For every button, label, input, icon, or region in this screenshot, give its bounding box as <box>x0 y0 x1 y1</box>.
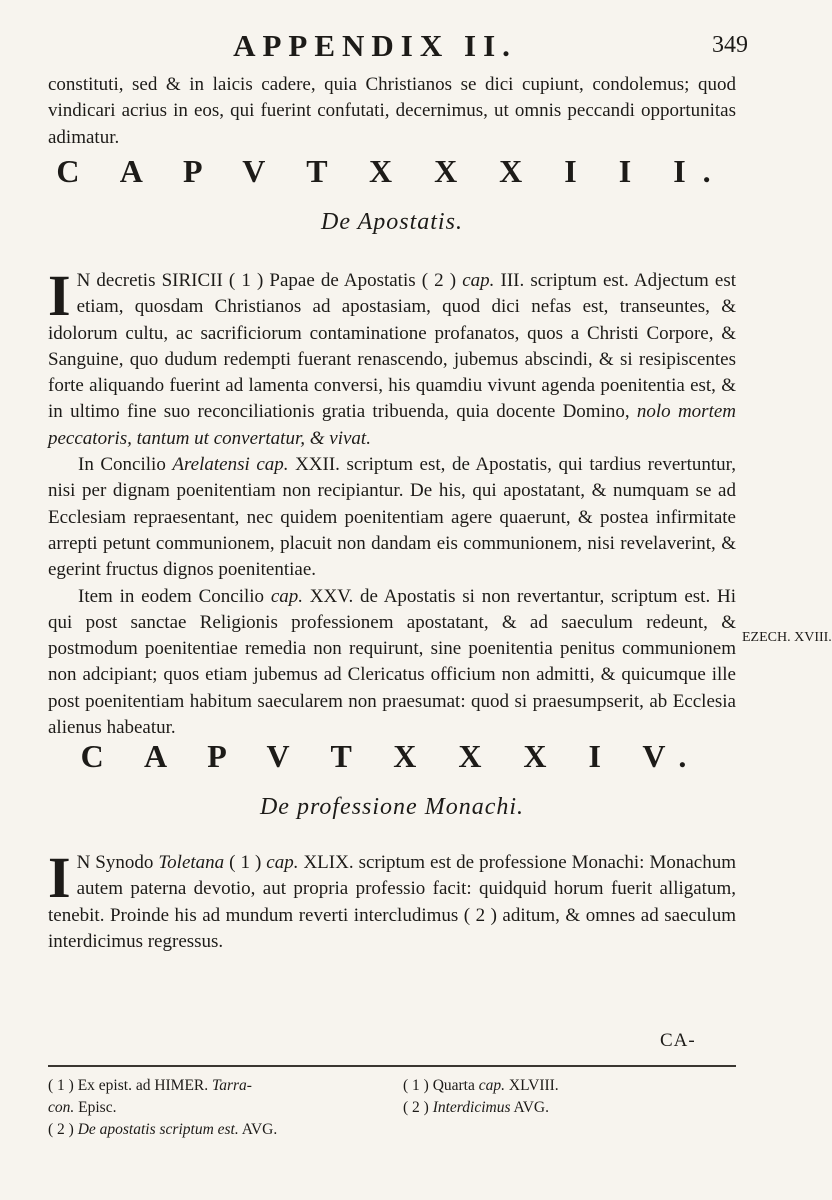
text-run-italic: cap. <box>270 585 303 607</box>
text-run: ( 1 ) Ex epist. ad HIMER. <box>48 1077 213 1094</box>
chapter-33-para-1 <box>48 263 737 452</box>
synod-source: Toletana <box>158 852 225 873</box>
opening-text: constituti, sed & in laicis cadere, quia Christianos se dici cupiunt, condolemus; quod vindicari acrius in eos, qui fuerint confutati, decernimus, ut omnis peccandi opportunitas adimatur. <box>48 74 736 148</box>
footnotes-right-column <box>403 1075 733 1119</box>
chapter-33-heading: C A P V T X X X I I I. <box>56 153 728 189</box>
text-run: Item in eodem Concilio <box>78 585 271 607</box>
text-run: XXV. de Apostatis si non revertantur, scriptum est. Hi qui post sanctae Religionis professionem apostatant, & ad saeculum redeunt, & postmodum poenitentiae remedia non requirunt, sine poenitentia penitus communionem non adcipiant; quos etiam jubemus ad Clericatus officium non admitti, & quicumque ille post poenitentiam habitum saecularem non praesumat: quod si praesumpserit, ab Ecclesia alienus habeatur. <box>48 585 736 739</box>
text-run-italic: cap. <box>478 1077 506 1094</box>
text-run: In Concilio <box>78 454 173 476</box>
text-run: ( 1 ) Quarta <box>403 1077 479 1094</box>
text-run: AVG. <box>238 1121 278 1138</box>
catchword: CA- <box>660 1030 696 1051</box>
text-run-italic: De apostatis scriptum est. <box>77 1121 239 1138</box>
footnote-line <box>48 1097 388 1119</box>
chapter-34-para-1 <box>48 845 736 955</box>
footnotes-left-column <box>48 1075 388 1141</box>
text-run-italic: Interdicimus <box>432 1099 511 1116</box>
text-run: Episc. <box>74 1099 117 1116</box>
text-run-italic: cap. <box>462 270 495 291</box>
footnote-rule <box>48 1065 736 1067</box>
text-run: N decretis SIRICII ( 1 ) Papae de Apostatis ( 2 ) <box>76 270 463 291</box>
council-source: Arelatensi cap. <box>172 454 289 476</box>
text-run-italic: cap. <box>266 852 299 873</box>
scripture-quote: nolo mortem peccatoris, tantum ut convertatur, & vivat. <box>48 401 737 449</box>
footnote-line <box>403 1075 733 1097</box>
text-run-italic: Tarra- <box>212 1077 252 1094</box>
page-number: 349 <box>712 32 748 58</box>
text-run: N Synodo <box>76 852 159 873</box>
drop-cap: I <box>48 845 71 910</box>
running-head <box>0 28 800 68</box>
text-run: ( 2 ) <box>403 1099 433 1116</box>
text-run: XLVIII. <box>505 1077 559 1094</box>
drop-cap: I <box>48 263 71 328</box>
footnote-line <box>48 1075 388 1097</box>
footnote-line <box>48 1119 388 1141</box>
chapter-33-body <box>48 263 737 741</box>
text-run: XXII. scriptum est, de Apostatis, qui tardius revertuntur, nisi per dignam poenitentiam non recipiantur. De his, qui apostatant, & numquam se ad Ecclesiam repraesentant, nec quidem poenitentiam agere quaerunt, & postea infirmitate arrepti petunt communionem, placuit non dandam eis communionem, nisi revelaverint, & egerint fructus dignos poenitentiae. <box>48 454 736 581</box>
text-run: ( 2 ) <box>48 1121 78 1138</box>
chapter-34-body <box>48 845 736 955</box>
text-run-italic: con. <box>48 1099 75 1116</box>
chapter-34-heading: C A P V T X X X I V. <box>80 738 704 774</box>
footnote-line <box>403 1097 733 1119</box>
chapter-33-para-3 <box>48 584 736 742</box>
chapter-33-para-2 <box>48 452 736 583</box>
running-title: APPENDIX II. <box>233 28 517 63</box>
text-run: ( 1 ) <box>224 852 267 873</box>
opening-paragraph <box>48 72 736 151</box>
text-run: XLIX. scriptum est de professione Monachi: Monachum autem paterna devotio, aut propria professio facit: quidquid horum fuerit alligatum, tenebit. Proinde his ad mundum reverti intercludimus ( 2 ) aditum, & omnes ad saeculum interdicimus regressus. <box>48 852 736 952</box>
text-run: AVG. <box>510 1099 549 1116</box>
margin-note: EZECH. XVIII. <box>742 630 832 645</box>
chapter-33-subtitle: De Apostatis. <box>321 209 463 235</box>
chapter-34-subtitle: De professione Monachi. <box>259 794 525 820</box>
text-run: III. scriptum est. Adjectum est etiam, quosdam Christianos ad apostasiam, quod dici nefas est, transeuntes, & idolorum cultu, ac sacrificiorum contaminatione profanatos, quos a Christi Corpore, & Sanguine, quo dudum redempti fuerant renascendo, jubemus abscindi, & si resipiscentes forte aliquando fuerint ad lamenta conversi, his quamdiu vivunt agenda poenitentia est, & in ultimo fine suo reconciliationis gratia tribuenda, quia docente Domino, <box>48 270 736 423</box>
